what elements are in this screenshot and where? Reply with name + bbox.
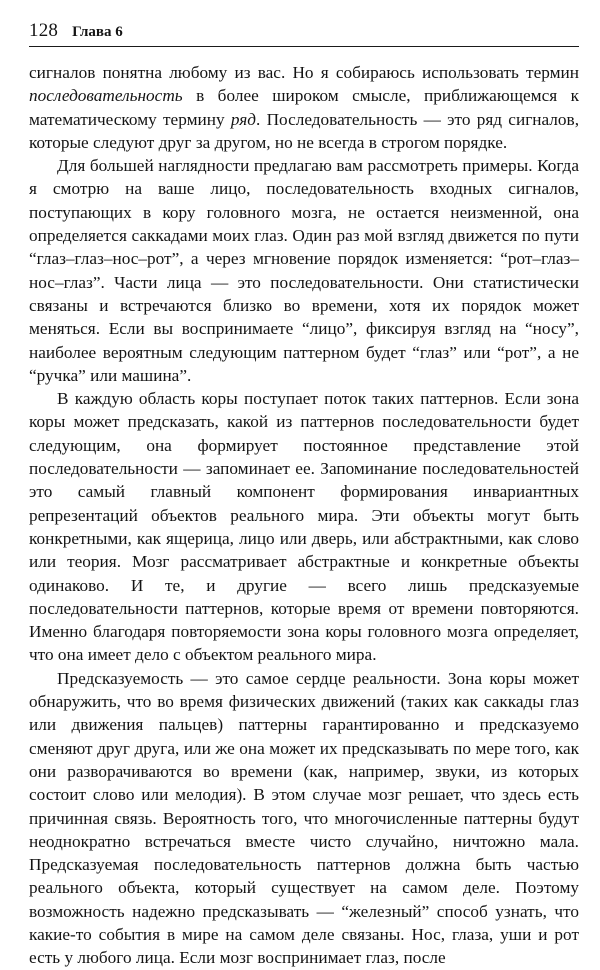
paragraph: [29, 667, 579, 970]
text-run: в более широком смысле, приближающемся к математическому термину: [29, 86, 579, 129]
paragraph: [29, 387, 579, 667]
body-text: [29, 61, 579, 970]
book-page: [29, 20, 579, 970]
italic-term: последовательность: [29, 86, 183, 106]
text-run: Предсказуемость — это самое сердце реальности. Зона коры может обнаружить, что во время физических движений (таких как саккады глаз или движения пальцев) паттерны гарантированно и предсказуемо сменяют друг друга, или же она может их предсказывать по мере того, как они разворачиваются во времени (как, например, звуки, из которых состоит слово или мелодия). В этом случае мозг решает, что здесь есть причинная связь. Вероятность того, что многочисленные паттерны будут неоднократно встречаться вместе чисто случайно, ничтожно мала. Предсказуемая последовательность паттернов должна быть частью реального объекта, который существует на самом деле. Поэтому возможность надежно предсказывать — “железный” способ узнать, что какие-то события в мире на самом деле связаны. Нос, глаза, уши и рот есть у любого лица. Если мозг воспринимает глаз, после: [29, 668, 579, 968]
chapter-title: Глава 6: [72, 24, 123, 40]
page-number: 128: [29, 20, 59, 41]
running-head: [29, 20, 579, 47]
paragraph: [29, 154, 579, 387]
text-run: . Последовательность — это ряд сигналов, которые следуют друг за другом, но не всегда в строгом порядке.: [29, 109, 580, 152]
text-run: сигналов понятна любому из вас. Но я собираюсь использовать термин: [29, 63, 579, 82]
italic-term: ряд: [230, 109, 256, 129]
text-run: Для большей наглядности предлагаю вам рассмотреть примеры. Когда я смотрю на ваше лицо, последовательность входных сигналов, поступающих в кору головного мозга, не остается неизменной, она определяется саккадами моих глаз. Один раз мой взгляд движется по пути “глаз–глаз–нос–рот”, а через мгновение порядок изменяется: “рот–глаз–нос–глаз”. Части лица — это последовательности. Они статистически связаны и встречаются близко во времени, хотя их порядок может меняться. Если вы воспринимаете “лицо”, фиксируя взгляд на “носу”, наиболее вероятным следующим паттерном будет “глаз” или “рот”, а не “ручка” или машина”.: [29, 156, 579, 385]
text-run: В каждую область коры поступает поток таких паттернов. Если зона коры может предсказать, какой из паттернов последовательности будет следующим, она формирует постоянное представление этой последовательности — запоминает ее. Запоминание последовательностей это самый главный компонент формирования инвариантных репрезентаций объектов реального мира. Эти объекты могут быть конкретными, как ящерица, лицо или дверь, или абстрактными, как слово или теория. Мозг рассматривает абстрактные и конкретные объекты одинаково. И те, и другие — всего лишь предсказуемые последовательности паттернов, которые время от времени повторяются. Именно благодаря повторяемости зона коры головного мозга определяет, что она имеет дело с объектом реального мира.: [29, 389, 579, 665]
paragraph: [29, 61, 579, 154]
